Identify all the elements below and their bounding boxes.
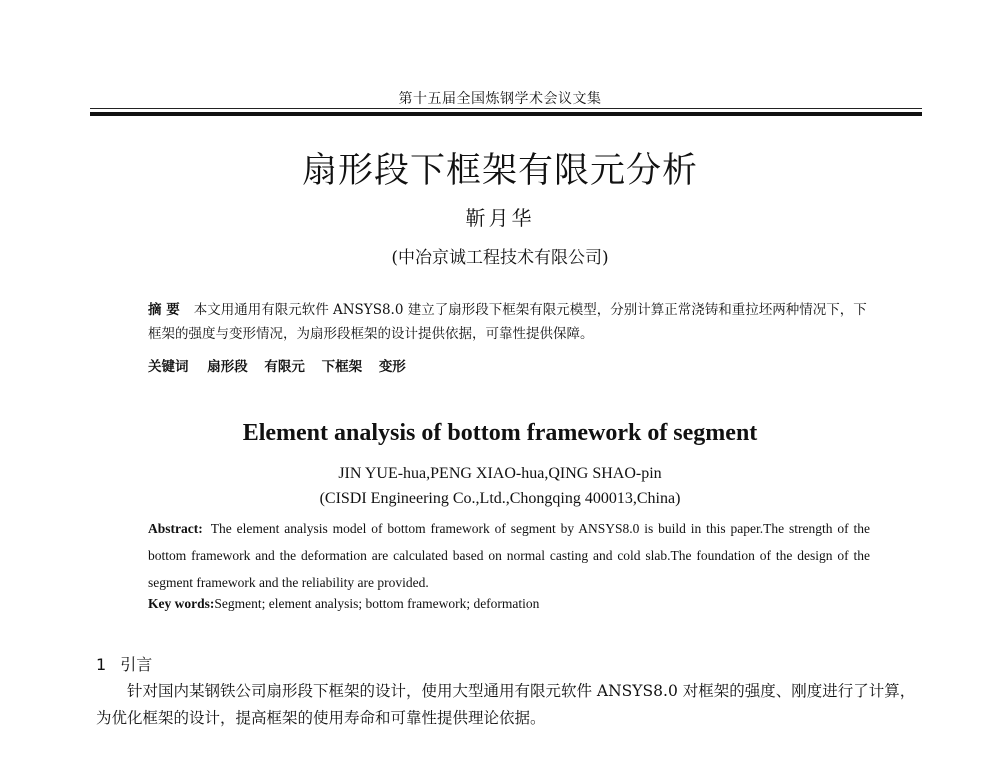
keyword-cn: 有限元 xyxy=(264,359,305,375)
keyword-cn: 扇形段 xyxy=(207,359,248,375)
keywords-cn-label: 关键词 xyxy=(148,359,189,375)
section-number: 1 xyxy=(96,655,107,674)
abstract-cn-label: 摘 要 xyxy=(148,302,180,318)
header-rule-thick xyxy=(90,112,922,116)
abstract-en-text: The element analysis model of bottom framework of segment by ANSYS8.0 is build in this paper.The strength of the bottom framework and the deformation are calculated based on normal casting and cold slab.The foundation of the design of the segment framework and the reliability are provided. xyxy=(148,521,870,590)
paper-title-en: Element analysis of bottom framework of segment xyxy=(242,420,758,446)
running-header: 第十五届全国炼钢学术会议文集 xyxy=(398,91,602,107)
keywords-en xyxy=(148,596,868,612)
author-cn: 靳月华 xyxy=(465,206,535,230)
keyword-cn: 变形 xyxy=(378,359,406,375)
keywords-cn xyxy=(148,355,868,375)
header-rule-thin xyxy=(90,108,922,109)
abstract-en-label: Abstract: xyxy=(148,521,203,536)
affiliation-cn: (中冶京诚工程技术有限公司) xyxy=(391,248,609,268)
keyword-cn: 下框架 xyxy=(321,359,363,375)
paper-title-cn: 扇形段下框架有限元分析 xyxy=(301,151,698,191)
keywords-en-label: Key words: xyxy=(148,596,215,611)
section-body-text: 针对国内某钢铁公司扇形段下框架的设计，使用大型通用有限元软件 ANSYS8.0 对框架的强度、刚度进行了计算，为优化框架的设计，提高框架的使用寿命和可靠性提供理论依据。 xyxy=(96,682,916,727)
keywords-en-text: Segment; element analysis; bottom framework; deformation xyxy=(214,596,540,611)
abstract-cn-text: 本文用通用有限元软件 ANSYS8.0 建立了扇形段下框架有限元模型，分别计算正常浇铸和重拉坯两种情况下，下框架的强度与变形情况，为扇形段框架的设计提供依据，可靠性提供保障。 xyxy=(148,302,867,342)
abstract-cn xyxy=(148,298,868,346)
section-title: 引言 xyxy=(120,655,153,674)
section-heading xyxy=(96,652,152,675)
authors-en: JIN YUE-hua,PENG XIAO-hua,QING SHAO-pin xyxy=(338,465,662,482)
abstract-en xyxy=(148,515,870,596)
affiliation-en: (CISDI Engineering Co.,Ltd.,Chongqing 400013,China) xyxy=(319,490,681,507)
